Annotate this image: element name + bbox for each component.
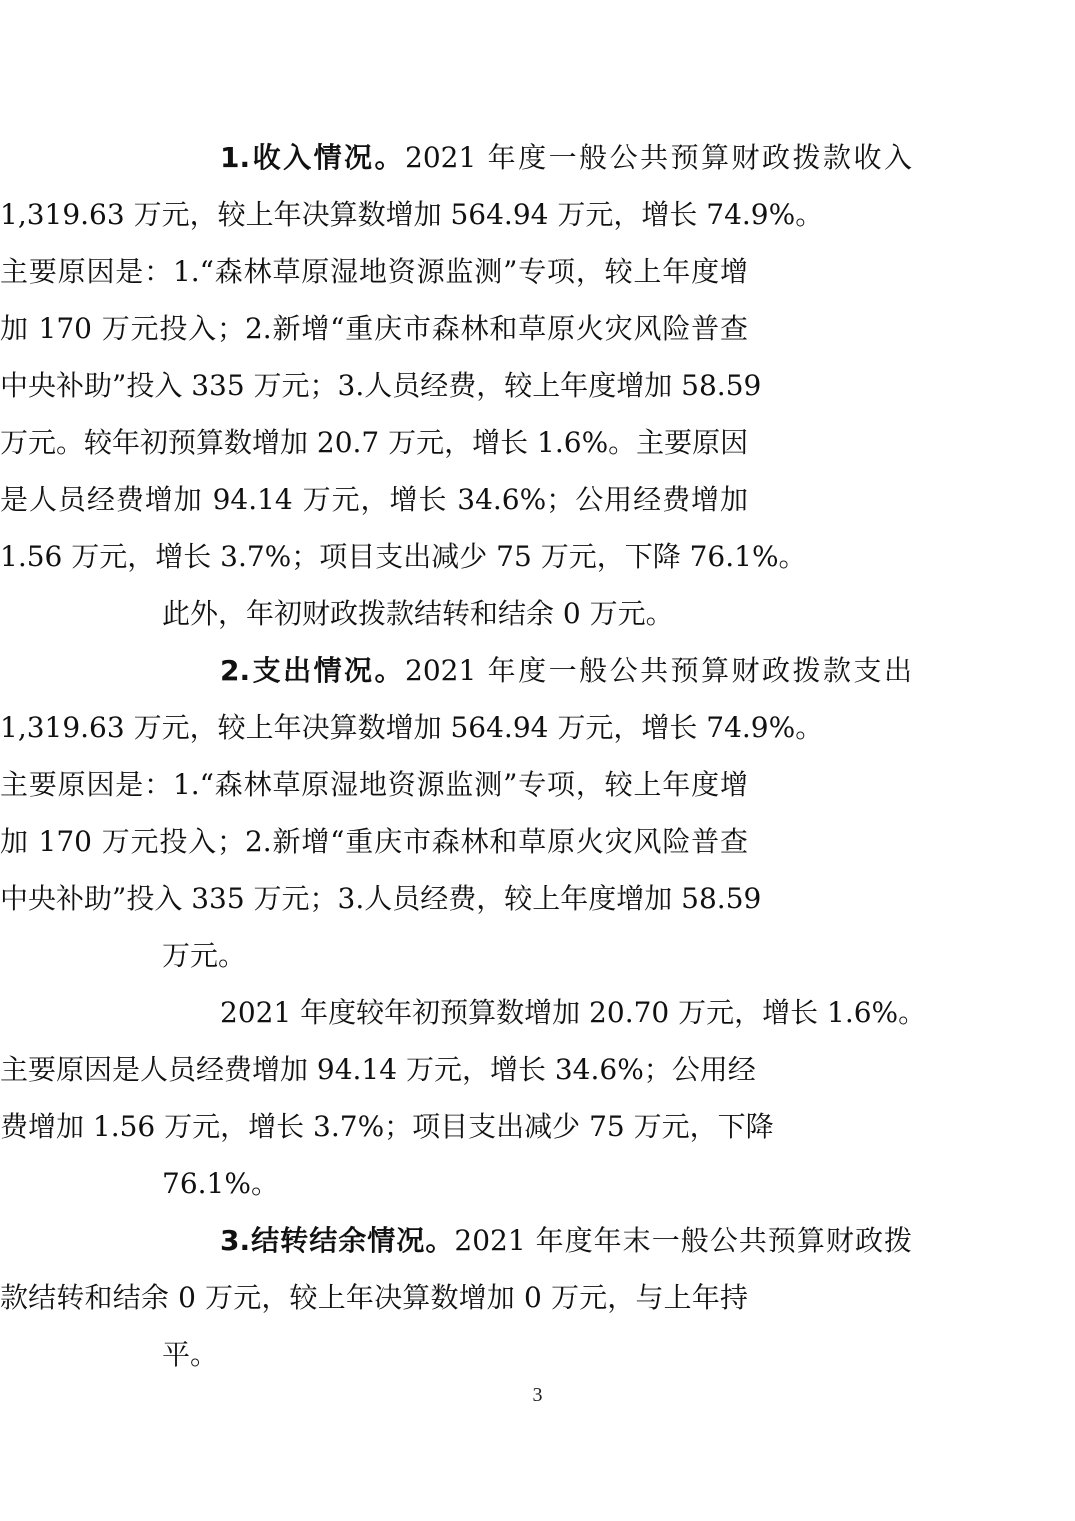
paragraph-line <box>0 928 1075 984</box>
paragraph-text: 3.结转结余情况。2021 年度年末一般公共预算财政拨 <box>220 1224 912 1257</box>
paragraph-line <box>0 871 1075 927</box>
paragraph-line <box>0 985 1075 1041</box>
paragraph-line <box>0 301 1075 357</box>
paragraph-text: 平。 <box>162 1338 219 1371</box>
paragraph-text: 1.56 万元，增长 3.7%；项目支出减少 75 万元，下降 76.1%。 <box>0 540 807 573</box>
page-number: 3 <box>532 1384 543 1406</box>
paragraph-line <box>0 1099 1075 1155</box>
paragraph-line <box>0 1156 1075 1212</box>
paragraph-text: 主要原因是：1.“森林草原湿地资源监测”专项，较上年度增 <box>0 255 748 288</box>
paragraph-line <box>0 472 1075 528</box>
paragraph-line <box>0 586 1075 642</box>
paragraph-text: 是人员经费增加 94.14 万元，增长 34.6%；公用经费增加 <box>0 483 748 516</box>
paragraph-line <box>0 1270 1075 1326</box>
paragraph-text: 中央补助”投入 335 万元；3.人员经费，较上年度增加 58.59 <box>0 369 762 402</box>
paragraph-text: 此外，年初财政拨款结转和结余 0 万元。 <box>162 597 674 630</box>
paragraph-text: 76.1%。 <box>162 1167 279 1200</box>
paragraph-line <box>0 529 1075 585</box>
paragraph-text: 中央补助”投入 335 万元；3.人员经费，较上年度增加 58.59 <box>0 882 762 915</box>
paragraph-text: 2.支出情况。2021 年度一般公共预算财政拨款支出 <box>220 654 912 687</box>
paragraph-line <box>0 1213 1075 1269</box>
paragraph-text: 1,319.63 万元，较上年决算数增加 564.94 万元，增长 74.9%。 <box>0 711 824 744</box>
paragraph-text: 主要原因是：1.“森林草原湿地资源监测”专项，较上年度增 <box>0 768 748 801</box>
paragraph-line <box>0 244 1075 300</box>
section-heading: 3.结转结余情况。 <box>220 1224 455 1257</box>
paragraph-line <box>0 358 1075 414</box>
paragraph-text: 加 170 万元投入；2.新增“重庆市森林和草原火灾风险普查 <box>0 825 748 858</box>
paragraph-text: 加 170 万元投入；2.新增“重庆市森林和草原火灾风险普查 <box>0 312 748 345</box>
paragraph-line <box>0 643 1075 699</box>
paragraph-line <box>0 187 1075 243</box>
paragraph-line <box>0 1042 1075 1098</box>
paragraph-text: 主要原因是人员经费增加 94.14 万元，增长 34.6%；公用经 <box>0 1053 756 1086</box>
section-heading: 2.支出情况。 <box>220 654 406 687</box>
paragraph-text: 2021 年度较年初预算数增加 20.70 万元，增长 1.6%。 <box>220 996 927 1029</box>
paragraph-text: 款结转和结余 0 万元，较上年决算数增加 0 万元，与上年持 <box>0 1281 748 1314</box>
paragraph-line <box>0 1327 1075 1383</box>
paragraph-text: 费增加 1.56 万元，增长 3.7%；项目支出减少 75 万元，下降 <box>0 1110 774 1143</box>
paragraph-line <box>0 814 1075 870</box>
paragraph-text: 万元。较年初预算数增加 20.7 万元，增长 1.6%。主要原因 <box>0 426 749 459</box>
paragraph-text: 1.收入情况。2021 年度一般公共预算财政拨款收入 <box>220 141 912 174</box>
section-heading: 1.收入情况。 <box>220 141 406 174</box>
paragraph-text: 万元。 <box>162 939 247 972</box>
paragraph-text: 1,319.63 万元，较上年决算数增加 564.94 万元，增长 74.9%。 <box>0 198 824 231</box>
paragraph-line <box>0 130 1075 186</box>
paragraph-line <box>0 415 1075 471</box>
paragraph-line <box>0 757 1075 813</box>
paragraph-line <box>0 700 1075 756</box>
